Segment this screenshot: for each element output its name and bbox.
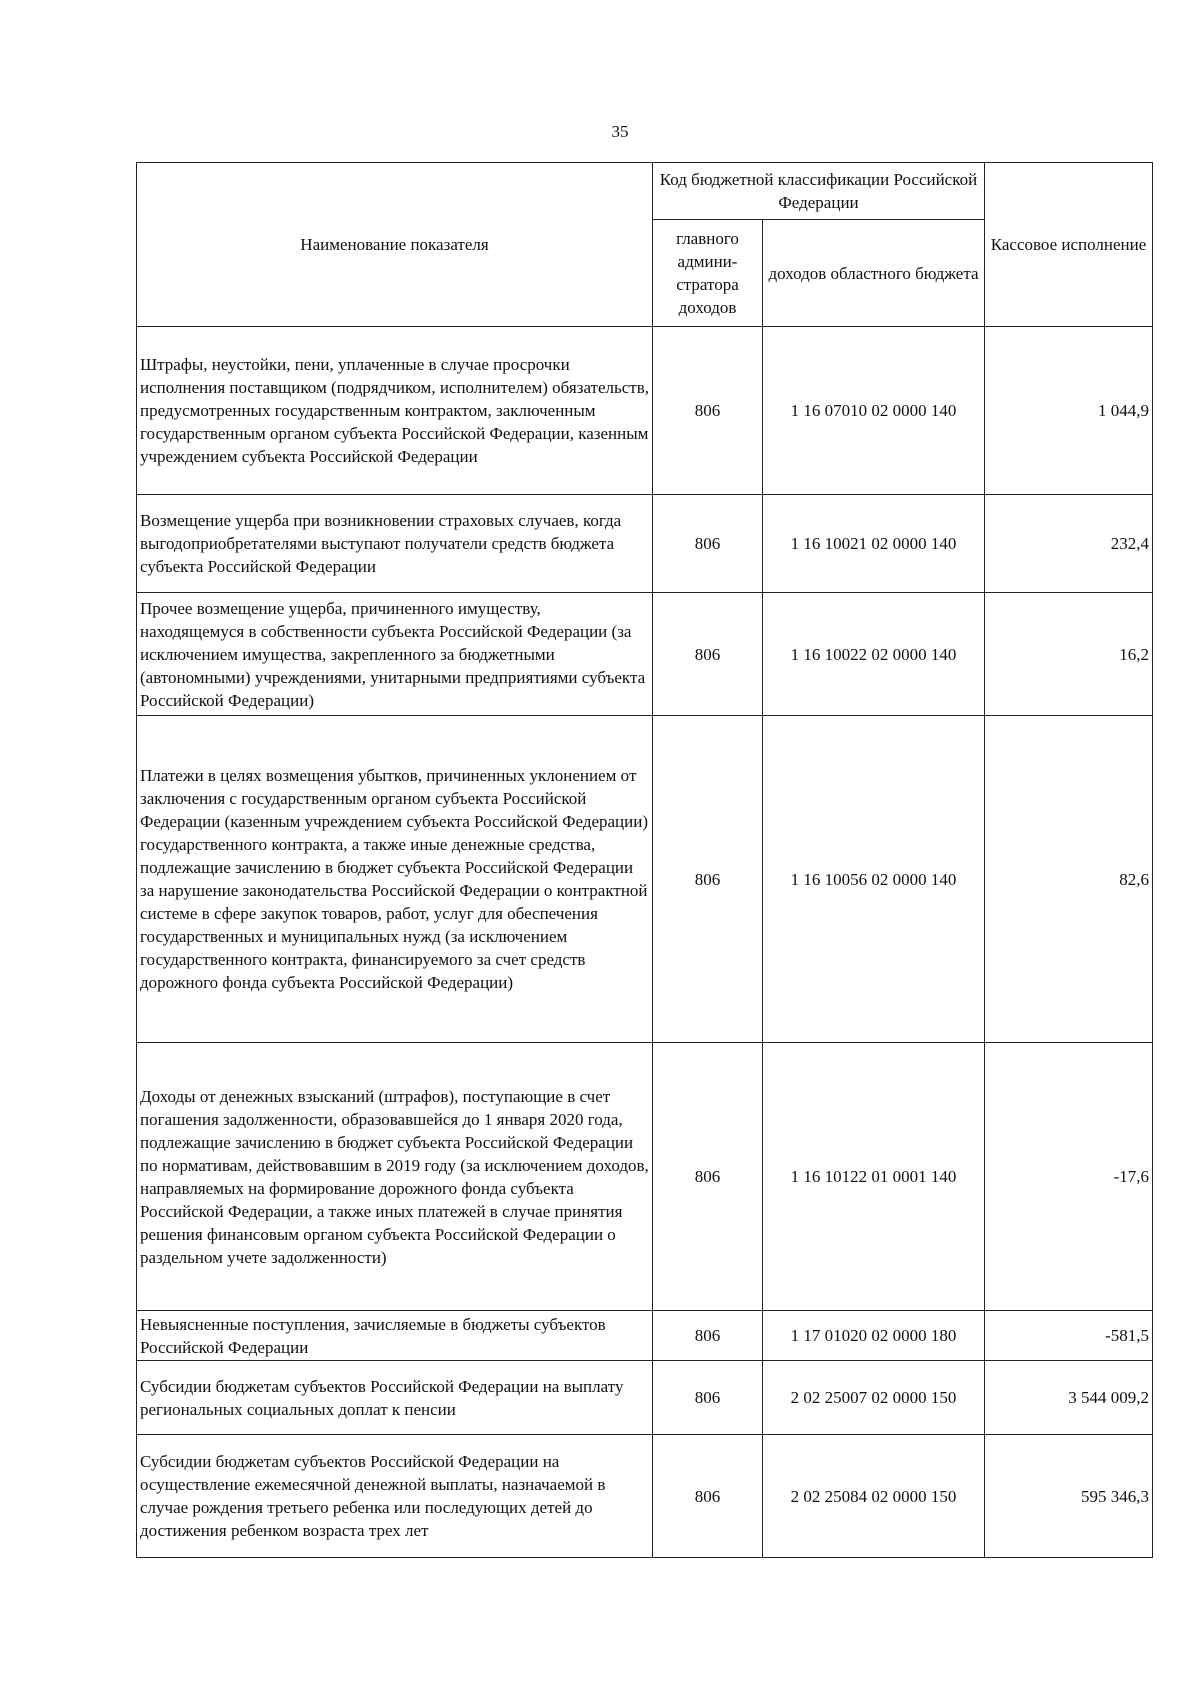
row-admin-code: 806	[653, 593, 763, 716]
row-amount: -581,5	[985, 1311, 1153, 1361]
row-admin-code: 806	[653, 1435, 763, 1558]
row-classification-code: 2 02 25007 02 0000 150	[763, 1361, 985, 1435]
header-admin: главного админи- стратора доходов	[653, 220, 763, 327]
header-row-1	[137, 163, 1153, 220]
row-classification-code: 1 16 10122 01 0001 140	[763, 1043, 985, 1311]
row-classification-code: 1 16 07010 02 0000 140	[763, 327, 985, 495]
header-code-group: Код бюджетной классификации Российской Федерации	[653, 163, 985, 220]
row-amount: 232,4	[985, 495, 1153, 593]
row-classification-code: 1 16 10022 02 0000 140	[763, 593, 985, 716]
row-admin-code: 806	[653, 327, 763, 495]
page-number: 35	[611, 122, 629, 141]
row-name: Возмещение ущерба при возникновении страховых случаев, когда выгодоприобретателями выступают получатели средств бюджета субъекта Российской Федерации	[137, 495, 653, 593]
table-row	[137, 495, 1153, 593]
row-admin-code: 806	[653, 1043, 763, 1311]
row-classification-code: 1 17 01020 02 0000 180	[763, 1311, 985, 1361]
row-name: Невыясненные поступления, зачисляемые в бюджеты субъектов Российской Федерации	[137, 1311, 653, 1361]
header-income: доходов областного бюджета	[763, 220, 985, 327]
table-row	[137, 327, 1153, 495]
table-row	[137, 1361, 1153, 1435]
table-row	[137, 716, 1153, 1043]
row-amount: 82,6	[985, 716, 1153, 1043]
row-admin-code: 806	[653, 1311, 763, 1361]
row-amount: 16,2	[985, 593, 1153, 716]
row-amount: 3 544 009,2	[985, 1361, 1153, 1435]
header-amount: Кассовое исполнение	[985, 163, 1153, 327]
table-row	[137, 593, 1153, 716]
table-row	[137, 1435, 1153, 1558]
row-name: Доходы от денежных взысканий (штрафов), поступающие в счет погашения задолженности, образовавшейся до 1 января 2020 года, подлежащие зачислению в бюджет субъекта Российской Федерации по нормативам, действовавшим в 2019 году (за исключением доходов, направляемых на формирование дорожного фонда субъекта Российской Федерации, а также иных платежей в случае принятия решения финансовым органом субъекта Российской Федерации о раздельном учете задолженности)	[137, 1043, 653, 1311]
row-admin-code: 806	[653, 716, 763, 1043]
row-classification-code: 2 02 25084 02 0000 150	[763, 1435, 985, 1558]
table-row	[137, 1311, 1153, 1361]
row-name: Штрафы, неустойки, пени, уплаченные в случае просрочки исполнения поставщиком (подрядчиком, исполнителем) обязательств, предусмотренных государственным контрактом, заключенным государственным органом субъекта Российской Федерации, казенным учреждением субъекта Российской Федерации	[137, 327, 653, 495]
row-name: Субсидии бюджетам субъектов Российской Федерации на выплату региональных социальных доплат к пенсии	[137, 1361, 653, 1435]
row-classification-code: 1 16 10056 02 0000 140	[763, 716, 985, 1043]
row-name: Прочее возмещение ущерба, причиненного имуществу, находящемуся в собственности субъекта Российской Федерации (за исключением имущества, закрепленного за бюджетными (автономными) учреждениями, унитарными предприятиями субъекта Российской Федерации)	[137, 593, 653, 716]
row-amount: 1 044,9	[985, 327, 1153, 495]
row-amount: -17,6	[985, 1043, 1153, 1311]
row-name: Субсидии бюджетам субъектов Российской Федерации на осуществление ежемесячной денежной выплаты, назначаемой в случае рождения третьего ребенка или последующих детей до достижения ребенком возраста трех лет	[137, 1435, 653, 1558]
row-admin-code: 806	[653, 1361, 763, 1435]
budget-table	[136, 162, 1153, 1558]
table-row	[137, 1043, 1153, 1311]
row-classification-code: 1 16 10021 02 0000 140	[763, 495, 985, 593]
row-amount: 595 346,3	[985, 1435, 1153, 1558]
header-name: Наименование показателя	[137, 163, 653, 327]
row-name: Платежи в целях возмещения убытков, причиненных уклонением от заключения с государственным органом субъекта Российской Федерации (казенным учреждением субъекта Российской Федерации) государственного контракта, а также иные денежные средства, подлежащие зачислению в бюджет субъекта Российской Федерации за нарушение законодательства Российской Федерации о контрактной системе в сфере закупок товаров, работ, услуг для обеспечения государственных и муниципальных нужд (за исключением государственного контракта, финансируемого за счет средств дорожного фонда субъекта Российской Федерации)	[137, 716, 653, 1043]
row-admin-code: 806	[653, 495, 763, 593]
